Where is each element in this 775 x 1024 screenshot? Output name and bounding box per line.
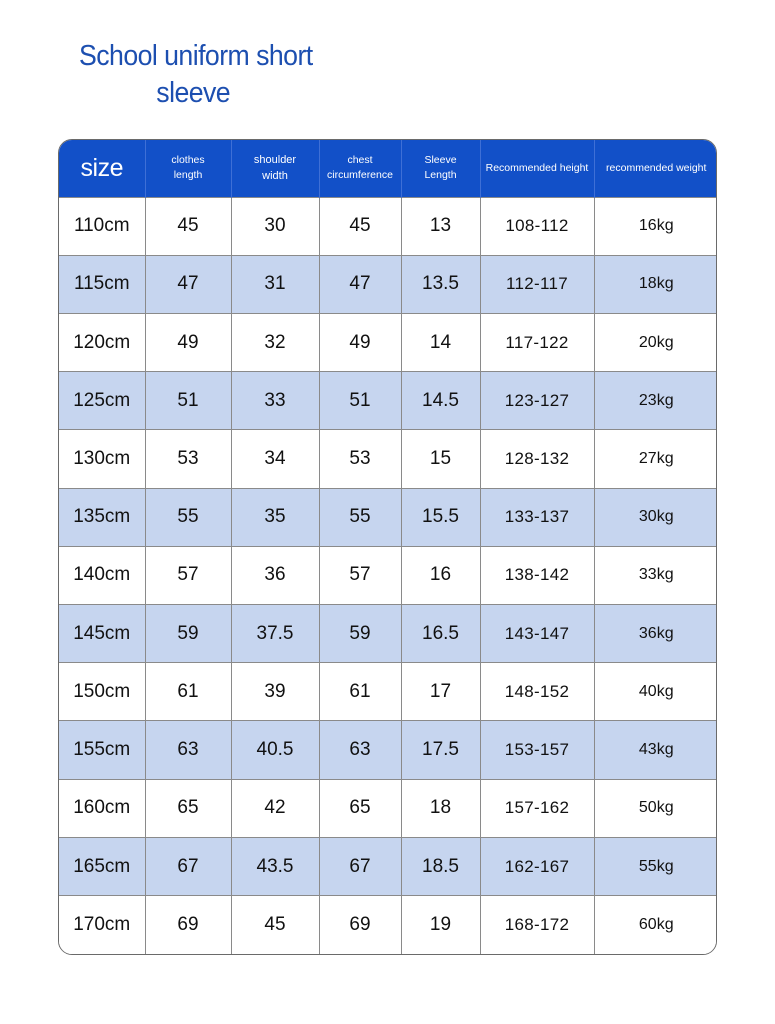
header-chest-circumference-line-2: circumference <box>327 169 393 182</box>
cell-shoulder-width: 40.5 <box>231 721 319 779</box>
cell-recommended-height: 117-122 <box>480 313 594 371</box>
cell-shoulder-width: 36 <box>231 546 319 604</box>
cell-recommended-weight: 20kg <box>594 313 717 371</box>
cell-recommended-weight: 40kg <box>594 663 717 721</box>
cell-shoulder-width: 33 <box>231 372 319 430</box>
cell-shoulder-width: 37.5 <box>231 605 319 663</box>
cell-recommended-weight: 30kg <box>594 488 717 546</box>
cell-recommended-weight: 23kg <box>594 372 717 430</box>
table-row <box>59 313 717 371</box>
header-sleeve-length <box>401 140 480 197</box>
header-recommended-height: Recommended height <box>480 140 594 197</box>
cell-sleeve-length: 17.5 <box>401 721 480 779</box>
cell-chest-circumference: 51 <box>319 372 401 430</box>
cell-recommended-weight: 60kg <box>594 896 717 954</box>
cell-recommended-weight: 50kg <box>594 779 717 837</box>
cell-size: 165cm <box>59 837 145 895</box>
cell-sleeve-length: 18.5 <box>401 837 480 895</box>
cell-sleeve-length: 17 <box>401 663 480 721</box>
cell-recommended-height: 168-172 <box>480 896 594 954</box>
table-row <box>59 255 717 313</box>
cell-size: 115cm <box>59 255 145 313</box>
table-row <box>59 837 717 895</box>
table-row <box>59 663 717 721</box>
size-chart-table-container <box>58 139 717 955</box>
cell-clothes-length: 49 <box>145 313 231 371</box>
cell-sleeve-length: 13.5 <box>401 255 480 313</box>
cell-chest-circumference: 53 <box>319 430 401 488</box>
cell-size: 145cm <box>59 605 145 663</box>
header-recommended-weight: recommended weight <box>594 140 717 197</box>
table-row <box>59 896 717 954</box>
table-row <box>59 372 717 430</box>
cell-clothes-length: 59 <box>145 605 231 663</box>
cell-recommended-weight: 16kg <box>594 197 717 255</box>
table-row <box>59 546 717 604</box>
cell-shoulder-width: 42 <box>231 779 319 837</box>
cell-sleeve-length: 19 <box>401 896 480 954</box>
header-chest-circumference <box>319 140 401 197</box>
page-title-line-1: School uniform short <box>79 40 313 72</box>
table-header-row <box>59 140 717 197</box>
cell-chest-circumference: 45 <box>319 197 401 255</box>
cell-shoulder-width: 30 <box>231 197 319 255</box>
cell-size: 130cm <box>59 430 145 488</box>
cell-clothes-length: 67 <box>145 837 231 895</box>
cell-chest-circumference: 49 <box>319 313 401 371</box>
table-row <box>59 779 717 837</box>
cell-sleeve-length: 15 <box>401 430 480 488</box>
cell-sleeve-length: 15.5 <box>401 488 480 546</box>
cell-shoulder-width: 35 <box>231 488 319 546</box>
table-row <box>59 488 717 546</box>
cell-clothes-length: 65 <box>145 779 231 837</box>
cell-clothes-length: 51 <box>145 372 231 430</box>
cell-recommended-height: 123-127 <box>480 372 594 430</box>
cell-shoulder-width: 39 <box>231 663 319 721</box>
cell-recommended-height: 138-142 <box>480 546 594 604</box>
cell-size: 160cm <box>59 779 145 837</box>
size-chart-table <box>59 140 717 954</box>
cell-recommended-height: 153-157 <box>480 721 594 779</box>
cell-shoulder-width: 31 <box>231 255 319 313</box>
header-sleeve-length-line-2: Length <box>424 169 457 182</box>
cell-recommended-height: 157-162 <box>480 779 594 837</box>
header-chest-circumference-line-1: chest <box>347 154 373 167</box>
cell-recommended-height: 108-112 <box>480 197 594 255</box>
page-title-line-2: sleeve <box>156 77 231 109</box>
header-shoulder-width-line-1: shoulder <box>253 154 297 167</box>
cell-sleeve-length: 14 <box>401 313 480 371</box>
header-clothes-length-line-2: length <box>173 169 203 182</box>
cell-shoulder-width: 43.5 <box>231 837 319 895</box>
table-row <box>59 197 717 255</box>
page-title <box>79 38 355 112</box>
cell-size: 170cm <box>59 896 145 954</box>
cell-sleeve-length: 13 <box>401 197 480 255</box>
cell-clothes-length: 63 <box>145 721 231 779</box>
cell-shoulder-width: 45 <box>231 896 319 954</box>
cell-clothes-length: 61 <box>145 663 231 721</box>
cell-size: 155cm <box>59 721 145 779</box>
cell-clothes-length: 69 <box>145 896 231 954</box>
header-clothes-length <box>145 140 231 197</box>
cell-shoulder-width: 34 <box>231 430 319 488</box>
cell-chest-circumference: 47 <box>319 255 401 313</box>
cell-recommended-weight: 18kg <box>594 255 717 313</box>
cell-sleeve-length: 16 <box>401 546 480 604</box>
cell-recommended-height: 128-132 <box>480 430 594 488</box>
cell-recommended-weight: 36kg <box>594 605 717 663</box>
cell-recommended-height: 148-152 <box>480 663 594 721</box>
header-shoulder-width <box>231 140 319 197</box>
cell-chest-circumference: 65 <box>319 779 401 837</box>
cell-clothes-length: 57 <box>145 546 231 604</box>
cell-size: 135cm <box>59 488 145 546</box>
cell-size: 125cm <box>59 372 145 430</box>
table-body <box>59 197 717 954</box>
cell-recommended-height: 133-137 <box>480 488 594 546</box>
table-row <box>59 430 717 488</box>
header-size: size <box>59 140 145 197</box>
cell-chest-circumference: 57 <box>319 546 401 604</box>
table-row <box>59 721 717 779</box>
cell-size: 150cm <box>59 663 145 721</box>
cell-recommended-weight: 33kg <box>594 546 717 604</box>
cell-size: 110cm <box>59 197 145 255</box>
cell-recommended-height: 112-117 <box>480 255 594 313</box>
cell-clothes-length: 55 <box>145 488 231 546</box>
cell-shoulder-width: 32 <box>231 313 319 371</box>
cell-clothes-length: 45 <box>145 197 231 255</box>
header-clothes-length-line-1: clothes <box>171 154 205 167</box>
cell-chest-circumference: 55 <box>319 488 401 546</box>
header-sleeve-length-line-1: Sleeve <box>424 154 457 167</box>
cell-chest-circumference: 59 <box>319 605 401 663</box>
cell-chest-circumference: 69 <box>319 896 401 954</box>
cell-size: 140cm <box>59 546 145 604</box>
cell-recommended-weight: 43kg <box>594 721 717 779</box>
cell-chest-circumference: 63 <box>319 721 401 779</box>
cell-sleeve-length: 16.5 <box>401 605 480 663</box>
cell-sleeve-length: 14.5 <box>401 372 480 430</box>
cell-recommended-height: 143-147 <box>480 605 594 663</box>
cell-size: 120cm <box>59 313 145 371</box>
cell-chest-circumference: 67 <box>319 837 401 895</box>
cell-sleeve-length: 18 <box>401 779 480 837</box>
cell-recommended-weight: 55kg <box>594 837 717 895</box>
cell-clothes-length: 53 <box>145 430 231 488</box>
cell-recommended-weight: 27kg <box>594 430 717 488</box>
cell-recommended-height: 162-167 <box>480 837 594 895</box>
header-shoulder-width-line-2: width <box>262 170 288 183</box>
cell-chest-circumference: 61 <box>319 663 401 721</box>
cell-clothes-length: 47 <box>145 255 231 313</box>
table-row <box>59 605 717 663</box>
